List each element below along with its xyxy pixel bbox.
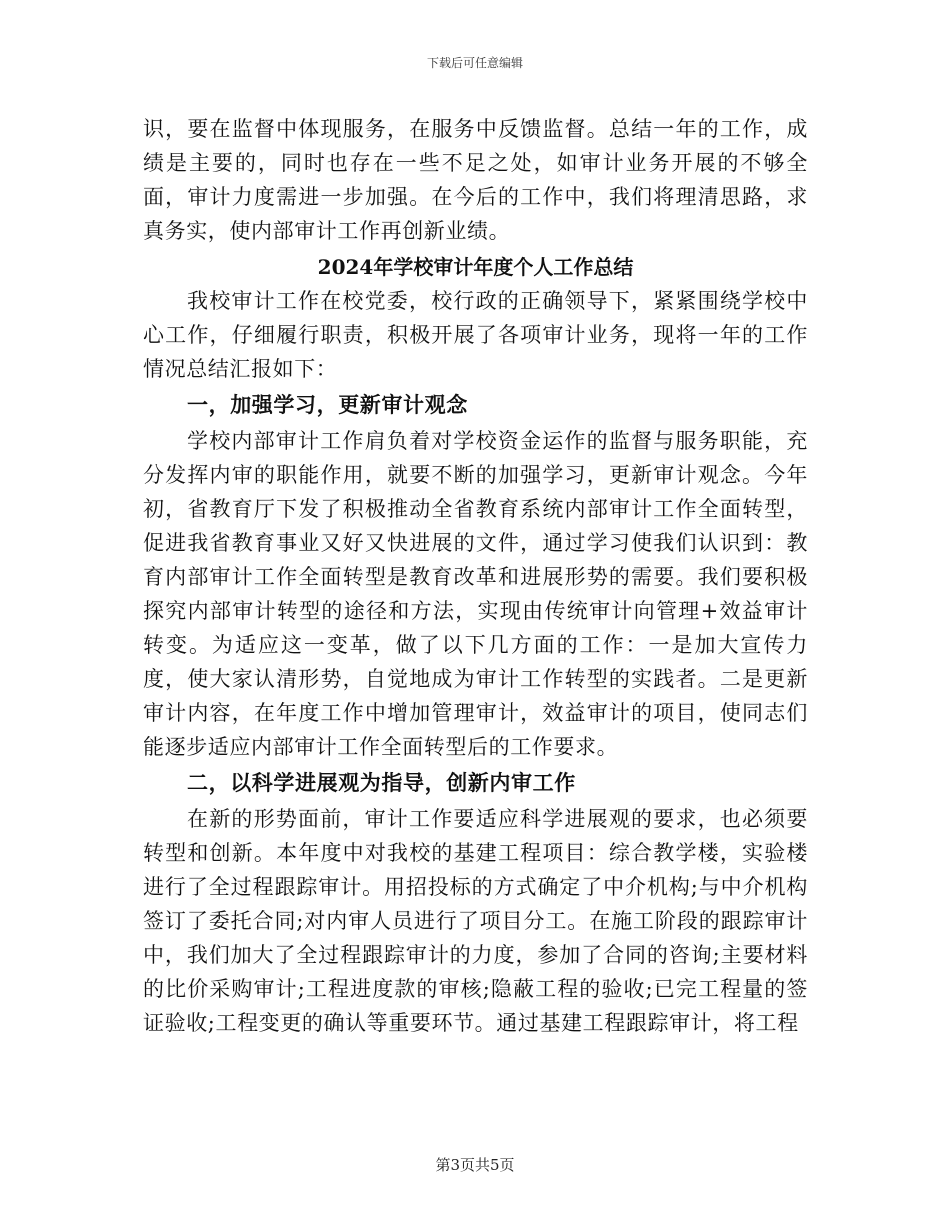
intro-paragraph: 识，要在监督中体现服务，在服务中反馈监督。总结一年的工作，成绩是主要的，同时也存在一些不足之处，如审计业务开展的不够全面，审计力度需进一步加强。在今后的工作中，我们将理清思路，求真务实，使内部审计工作再创新业绩。 (143, 117, 808, 243)
document-body (143, 112, 808, 1040)
document-title: 2024年学校审计年度个人工作总结 (317, 255, 634, 279)
section-1-paragraph: 学校内部审计工作肩负着对学校资金运作的监督与服务职能，充分发挥内审的职能作用，就要不断的加强学习，更新审计观念。今年初，省教育厅下发了积极推动全省教育系统内部审计工作全面转型，促进我省教育事业又好又快进展的文件，通过学习使我们认识到：教育内部审计工作全面转型是教育改革和进展形势的需要。我们要积极探究内部审计转型的途径和方法，实现由传统审计向管理+效益审计转变。为适应这一变革，做了以下几方面的工作：一是加大宣传力度，使大家认清形势，自觉地成为审计工作转型的实践者。二是更新审计内容，在年度工作中增加管理审计，效益审计的项目，使同志们能逐步适应内部审计工作全面转型后的工作要求。 (143, 429, 808, 759)
section-2-heading: 二，以科学进展观为指导，创新内审工作 (187, 770, 576, 795)
opening-paragraph: 我校审计工作在校党委，校行政的正确领导下，紧紧围绕学校中心工作，仔细履行职责，积极开展了各项审计业务，现将一年的工作情况总结汇报如下： (143, 289, 808, 381)
page-footer: 第3页共5页 (435, 1156, 515, 1174)
section-2-paragraph: 在新的形势面前，审计工作要适应科学进展观的要求，也必须要转型和创新。本年度中对我校的基建工程项目：综合教学楼，实验楼进行了全过程跟踪审计。用招投标的方式确定了中介机构;与中介机构签订了委托合同;对内审人员进行了项目分工。在施工阶段的跟踪审计中，我们加大了全过程跟踪审计的力度，参加了合同的咨询;主要材料的比价采购审计;工程进度款的审核;隐蔽工程的验收;已完工程量的签证验收;工程变更的确认等重要环节。通过基建工程跟踪审计，将工程 (143, 807, 808, 1035)
section-1-heading: 一，加强学习，更新审计观念 (187, 392, 468, 417)
page-header: 下载后可任意编辑 (426, 56, 523, 70)
